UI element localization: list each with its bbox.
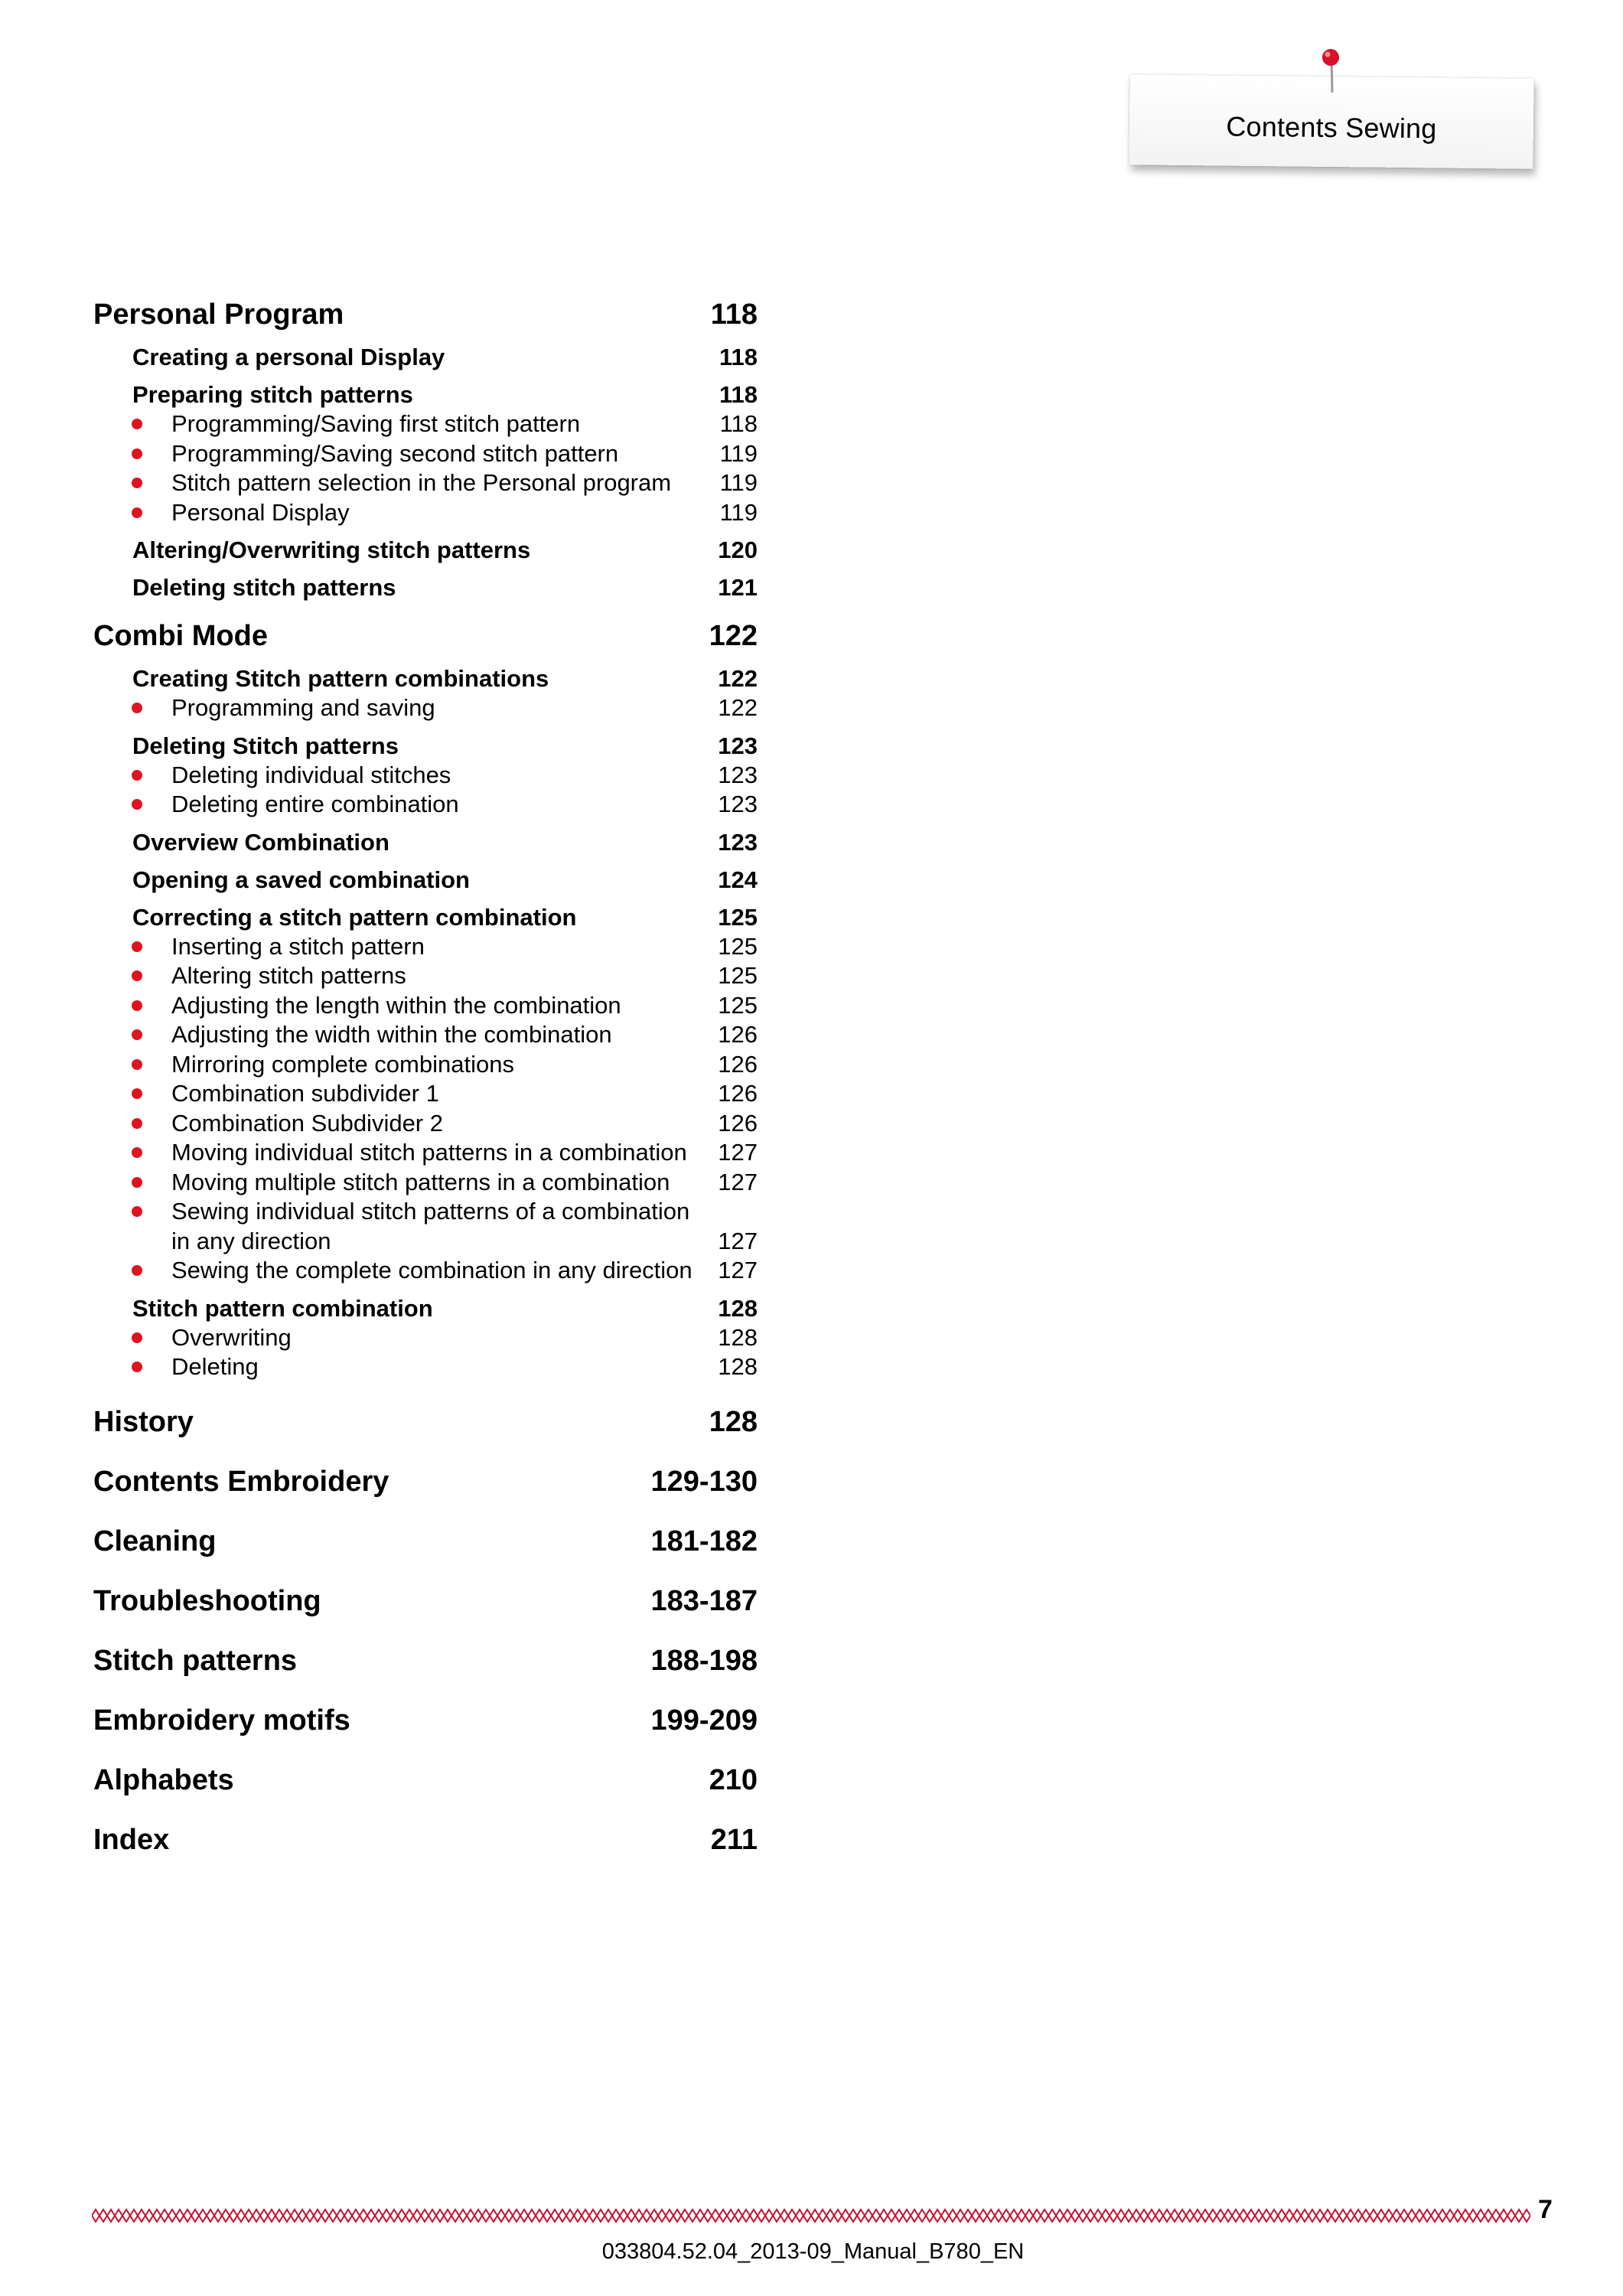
bullet-dot-icon bbox=[132, 770, 142, 781]
toc-entry-label: Altering/Overwriting stitch patterns bbox=[132, 536, 531, 563]
toc-subheading bbox=[93, 827, 758, 857]
toc-entry-label: Deleting individual stitches bbox=[171, 761, 451, 788]
toc-entry-label: Stitch patterns bbox=[93, 1644, 298, 1677]
toc-entry-label: Sewing individual stitch patterns of a combination in any direction bbox=[171, 1198, 690, 1254]
toc-heading bbox=[93, 1521, 758, 1561]
toc-bullet-item bbox=[93, 790, 758, 820]
toc-bullet-item bbox=[93, 439, 758, 469]
toc-entry-label: Sewing the complete combination in any direction bbox=[171, 1257, 693, 1283]
toc-entry-page: 127 bbox=[718, 1168, 758, 1195]
toc-entry-page: 183-187 bbox=[650, 1584, 758, 1617]
toc-entry-label: Correcting a stitch pattern combination bbox=[132, 903, 577, 931]
toc-entry-page: 188-198 bbox=[650, 1644, 758, 1677]
toc-entry-label: Altering stitch patterns bbox=[171, 962, 406, 989]
toc-entry-page: 118 bbox=[719, 344, 758, 370]
decorative-zigzag-border bbox=[92, 2207, 1530, 2224]
toc-entry-label: Embroidery motifs bbox=[93, 1704, 350, 1737]
toc-entry-page: 122 bbox=[709, 620, 758, 652]
toc-entry-page: 120 bbox=[718, 536, 758, 563]
bullet-dot-icon bbox=[132, 1118, 142, 1129]
toc-entry-page: 181-182 bbox=[650, 1525, 758, 1557]
bullet-dot-icon bbox=[132, 1362, 142, 1372]
toc-entry-label: Adjusting the width within the combination bbox=[171, 1021, 612, 1048]
toc-entry-label: History bbox=[93, 1405, 194, 1438]
toc-entry-page: 128 bbox=[709, 1405, 758, 1438]
toc-entry-label: Moving multiple stitch patterns in a combination bbox=[171, 1168, 670, 1195]
toc-bullet-item bbox=[93, 498, 758, 528]
toc-entry-page: 199-209 bbox=[650, 1704, 758, 1737]
bullet-dot-icon bbox=[132, 1088, 142, 1099]
toc-entry-page: 128 bbox=[718, 1323, 758, 1351]
toc-entry-label: Personal Program bbox=[93, 298, 344, 331]
bullet-dot-icon bbox=[132, 941, 142, 952]
toc-heading bbox=[93, 295, 758, 334]
bullet-dot-icon bbox=[132, 1147, 142, 1158]
toc-heading bbox=[93, 1820, 758, 1860]
table-of-contents bbox=[93, 295, 758, 1860]
toc-entry-page: 128 bbox=[718, 1353, 758, 1380]
toc-entry-page: 127 bbox=[718, 1257, 758, 1283]
toc-entry-page: 126 bbox=[718, 1080, 758, 1107]
toc-subheading bbox=[93, 572, 758, 602]
bullet-dot-icon bbox=[132, 1206, 142, 1217]
toc-entry-label: Stitch pattern selection in the Personal program bbox=[171, 469, 672, 496]
pushpin-icon bbox=[1320, 48, 1343, 94]
toc-entry-label: Stitch pattern combination bbox=[132, 1294, 433, 1322]
toc-entry-label: Overwriting bbox=[171, 1323, 292, 1351]
toc-entry-page: 121 bbox=[718, 574, 758, 601]
toc-entry-label: Alphabets bbox=[93, 1763, 234, 1796]
toc-entry-label: Deleting bbox=[171, 1353, 259, 1380]
toc-entry-page: 123 bbox=[718, 828, 758, 856]
toc-bullet-item bbox=[93, 1020, 758, 1050]
toc-heading bbox=[93, 1701, 758, 1740]
toc-bullet-item bbox=[93, 991, 758, 1021]
toc-entry-label: Troubleshooting bbox=[93, 1584, 321, 1617]
toc-subheading bbox=[93, 380, 758, 409]
toc-bullet-item bbox=[93, 761, 758, 791]
bullet-dot-icon bbox=[132, 1059, 142, 1070]
toc-bullet-item bbox=[93, 1256, 758, 1286]
toc-entry-label: Creating Stitch pattern combinations bbox=[132, 665, 549, 692]
toc-heading bbox=[93, 616, 758, 656]
toc-bullet-item bbox=[93, 932, 758, 962]
toc-subheading bbox=[93, 1293, 758, 1323]
toc-bullet-item bbox=[93, 1323, 758, 1353]
toc-subheading bbox=[93, 664, 758, 693]
toc-entry-page: 125 bbox=[718, 991, 758, 1019]
toc-entry-label: Combi Mode bbox=[93, 620, 268, 652]
toc-heading bbox=[93, 1641, 758, 1681]
toc-entry-label: Preparing stitch patterns bbox=[132, 381, 413, 408]
toc-entry-label: Cleaning bbox=[93, 1525, 217, 1557]
toc-bullet-item bbox=[93, 1197, 758, 1256]
toc-entry-page: 128 bbox=[718, 1294, 758, 1322]
toc-entry-label: Combination Subdivider 2 bbox=[171, 1109, 443, 1137]
toc-heading bbox=[93, 1462, 758, 1502]
toc-entry-label: Combination subdivider 1 bbox=[171, 1080, 439, 1107]
toc-bullet-item bbox=[93, 1138, 758, 1168]
toc-heading bbox=[93, 1402, 758, 1442]
toc-entry-label: Programming and saving bbox=[171, 694, 435, 721]
toc-subheading bbox=[93, 342, 758, 372]
bullet-dot-icon bbox=[132, 1177, 142, 1188]
toc-entry-page: 125 bbox=[718, 962, 758, 989]
toc-entry-label: Personal Display bbox=[171, 498, 350, 526]
toc-entry-page: 118 bbox=[719, 381, 758, 408]
toc-entry-page: 125 bbox=[718, 903, 758, 931]
bullet-dot-icon bbox=[132, 507, 142, 518]
toc-entry-page: 125 bbox=[718, 932, 758, 960]
toc-entry-page: 119 bbox=[719, 469, 758, 496]
bullet-dot-icon bbox=[132, 1000, 142, 1011]
bullet-dot-icon bbox=[132, 1332, 142, 1343]
toc-entry-page: 127 bbox=[718, 1227, 758, 1254]
toc-heading bbox=[93, 1581, 758, 1621]
toc-entry-label: Index bbox=[93, 1823, 170, 1856]
toc-entry-page: 210 bbox=[709, 1763, 758, 1796]
bullet-dot-icon bbox=[132, 970, 142, 981]
toc-entry-page: 126 bbox=[718, 1109, 758, 1137]
toc-bullet-item bbox=[93, 1168, 758, 1198]
bullet-dot-icon bbox=[132, 478, 142, 488]
toc-entry-page: 124 bbox=[718, 866, 758, 893]
toc-entry-page: 118 bbox=[710, 298, 758, 331]
section-tab-title: Contents Sewing bbox=[1226, 110, 1437, 145]
bullet-dot-icon bbox=[132, 1265, 142, 1276]
toc-entry-page: 126 bbox=[718, 1050, 758, 1078]
toc-entry-label: Programming/Saving first stitch pattern bbox=[171, 410, 581, 437]
toc-entry-page: 122 bbox=[718, 665, 758, 692]
toc-bullet-item bbox=[93, 1079, 758, 1109]
toc-entry-label: Programming/Saving second stitch pattern bbox=[171, 439, 619, 467]
toc-entry-page: 123 bbox=[718, 732, 758, 759]
toc-entry-label: Contents Embroidery bbox=[93, 1465, 389, 1498]
toc-entry-label: Overview Combination bbox=[132, 828, 389, 856]
toc-bullet-item bbox=[93, 693, 758, 723]
toc-entry-page: 123 bbox=[718, 761, 758, 788]
toc-entry-label: Mirroring complete combinations bbox=[171, 1050, 514, 1078]
bullet-dot-icon bbox=[132, 448, 142, 459]
toc-entry-page: 119 bbox=[719, 498, 758, 526]
toc-entry-label: Deleting Stitch patterns bbox=[132, 732, 399, 759]
toc-subheading bbox=[93, 902, 758, 932]
toc-entry-page: 127 bbox=[718, 1139, 758, 1166]
toc-bullet-item bbox=[93, 468, 758, 498]
toc-entry-label: Opening a saved combination bbox=[132, 866, 470, 893]
toc-entry-page: 118 bbox=[719, 410, 758, 437]
toc-entry-page: 122 bbox=[718, 694, 758, 721]
toc-entry-page: 126 bbox=[718, 1021, 758, 1048]
page-number: 7 bbox=[1538, 2195, 1553, 2224]
toc-bullet-item bbox=[93, 1109, 758, 1139]
toc-subheading bbox=[93, 731, 758, 761]
toc-entry-page: 119 bbox=[719, 439, 758, 467]
toc-entry-label: Deleting entire combination bbox=[171, 791, 459, 817]
bullet-dot-icon bbox=[132, 419, 142, 429]
bullet-dot-icon bbox=[132, 703, 142, 713]
toc-subheading bbox=[93, 535, 758, 565]
toc-entry-page: 211 bbox=[710, 1823, 758, 1856]
document-code: 033804.52.04_2013-09_Manual_B780_EN bbox=[601, 2239, 1025, 2264]
bullet-dot-icon bbox=[132, 1029, 142, 1040]
bullet-dot-icon bbox=[132, 799, 142, 810]
toc-bullet-item bbox=[93, 961, 758, 991]
toc-heading bbox=[93, 1760, 758, 1800]
toc-entry-page: 129-130 bbox=[650, 1465, 758, 1498]
toc-entry-label: Moving individual stitch patterns in a combination bbox=[171, 1139, 687, 1166]
toc-entry-label: Inserting a stitch pattern bbox=[171, 932, 425, 960]
toc-bullet-item bbox=[93, 409, 758, 439]
toc-bullet-item bbox=[93, 1050, 758, 1080]
toc-entry-label: Deleting stitch patterns bbox=[132, 574, 396, 601]
toc-entry-page: 123 bbox=[718, 791, 758, 817]
toc-entry-label: Creating a personal Display bbox=[132, 344, 445, 370]
toc-bullet-item bbox=[93, 1352, 758, 1382]
toc-entry-label: Adjusting the length within the combination bbox=[171, 991, 621, 1019]
toc-subheading bbox=[93, 865, 758, 895]
